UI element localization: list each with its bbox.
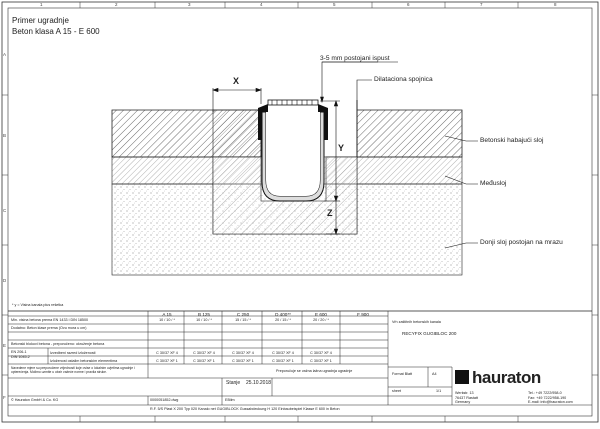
row-label-beton: Dodatno: Beton klase prema (Ovu mora u cm) [11,326,87,330]
min-height-cell: 10 / 10 / * [196,318,212,322]
min-height-cell: 15 / 15 / * [235,318,251,322]
grid-col-label: 8 [554,2,557,7]
product-name: RECYFIX GUGIBLOC 200 [402,331,457,336]
callout-mid-layer: Međusloj [480,180,507,187]
grid-row-label: A [3,52,7,57]
dimension-label-z: Z [327,208,333,218]
grid-row-label: D [3,278,7,283]
xf1-cell: C 30/37 XF 1 [310,359,332,363]
drawing-title-line2: Beton klasa A 15 - E 600 [12,27,100,36]
grid-row-label: C [3,208,7,213]
format-value: A4 [432,372,437,376]
spec-line: R.F. 5/S Plast X 200 Typ 020 Kanalo net GUGIBLOCK Gussabdeckung H 120 Einbaubeispiel Klasse E 600 in Beton [150,407,340,411]
class-header: B 125 [197,312,210,317]
callout-drop: 3-5 mm postojani ispust [320,55,390,62]
drainage-channel [258,100,328,201]
min-height-cell: 20 / 20 / * [313,318,329,322]
stamp-label: Stanje [226,380,241,386]
min-height-cell: 20 / 15 / * [275,318,291,322]
editor: EBilm [225,398,235,402]
company-address: Werkstr. 13 76437 Rastatt Germany [455,391,478,404]
callout-top-layer: Betonski habajući sloj [480,137,544,144]
hauraton-logo-mark [455,370,469,384]
norm-label: EN 206-1 DIN 1045-2 [11,350,30,359]
dwg-number: 0000051852.dwg [150,398,179,402]
grid-row-label: B [3,133,7,138]
dimension-x [213,88,261,112]
dimension-label-y: Y [338,143,345,153]
row-label-min-height: Min. visina betona prema EN 1433 i DIN 18500 [11,318,89,322]
footnote: * y = Visina kanala plus rešetka [12,303,64,307]
grid-row-label: E [3,343,7,348]
brand-wordmark: hauraton [472,368,541,387]
stamp-date: 25.10.2018 [246,380,272,386]
spec-table-grid [8,311,592,405]
callout-expansion-joint: Dilataciona spojnica [374,76,433,83]
xf1-cell: C 30/37 XF 1 [272,359,294,363]
xf1-cell: C 30/37 XF 1 [193,359,215,363]
format-label: Format Blatt [392,372,413,376]
grid-col-label: 4 [260,2,263,7]
sheet-value: 1/1 [436,389,442,393]
xf4-cell: C 30/37 XF 4 [232,351,254,355]
class-header: F 900 [357,312,369,317]
class-header: E 600 [314,312,327,317]
sheet-label: sheet [392,389,402,393]
grid-col-label: 1 [40,2,43,7]
grid-row-label: F [3,395,6,400]
grid-col-label: 7 [480,2,483,7]
xf4-cell: C 30/37 XF 4 [272,351,294,355]
xf1-cell: C 30/37 XF 1 [156,359,178,363]
row-label-xf4: Izvedbeni razred izloženosti [50,351,96,355]
dimension-label-x: X [233,76,240,86]
xf4-cell: C 30/37 XF 4 [156,351,178,355]
row-label-xf1: Izloženost ostalim betonskim elementima [50,359,118,363]
copyright: © Hauraton GmbH & Co. KG [11,398,59,402]
xf1-cell: C 30/37 XF 1 [232,359,254,363]
grid-col-label: 3 [188,2,191,7]
disclaimer: Navedene mjere su preporučene vrijednosti koje ovise o lokalnim uvjetima ugradnje i opterećenja. Molimo uzmite u obzir važeće norme i pravila struke. [11,366,135,374]
class-header: A 15 [162,312,172,317]
row-label-exposure: Betonski blokovi betona - preporučeno: okruženje betona [11,342,105,346]
callout-base-layer: Donji sloj postojan na mrazu [480,239,563,246]
xf4-cell: C 30/37 XF 4 [310,351,332,355]
grid-col-label: 6 [407,2,410,7]
grid-col-label: 5 [333,2,336,7]
class-header: D 400** [275,312,291,317]
grid-col-label: 2 [115,2,118,7]
company-contact: Tel.: +49 7222/958-0 Fax: +49 7222/958-190 E-mail: info@hauraton.com [528,391,573,404]
drawing-title-line1: Primer ugradnje [12,16,69,25]
xf4-cell: C 30/37 XF 4 [193,351,215,355]
min-height-cell: 10 / 10 / * [159,318,175,322]
install-note: Preporučuje se važna lažna ugradnja ugradnje [276,369,353,373]
title-block-name-label: Vrh zaštitnih betonskih kanala [392,320,441,324]
class-header: C 250 [236,312,250,317]
